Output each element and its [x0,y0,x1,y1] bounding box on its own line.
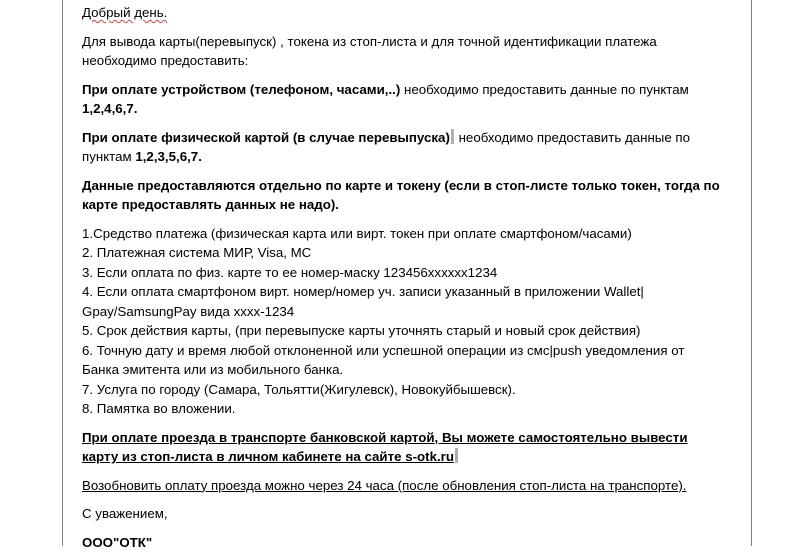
text-cursor-marker [455,448,458,463]
regards-line: С уважением, [82,504,762,524]
list-item: 6. Точную дату и время любой отклоненной или успешной операции из смс|push уведомления от [82,341,762,361]
list-item: 8. Памятка во вложении. [82,399,762,419]
list-item: 7. Услуга по городу (Самара, Тольятти(Жигулевск), Новокуйбышевск). [82,380,762,400]
list-item: Банка эмитента или из мобильного банка. [82,360,762,380]
intro-line-2: необходимо предоставить: [82,51,762,71]
resume-line: Возобновить оплату проезда можно через 24 часа (после обновления стоп-листа на транспорте). [82,476,762,496]
letter-body[interactable] [82,3,762,552]
intro-line-1: Для вывода карты(перевыпуск) , токена из стоп-листа и для точной идентификации платежа [82,32,762,52]
signature: ООО"ОТК" [82,533,762,552]
separate-line-2: карте предоставлять данных не надо). [82,195,762,215]
list-item: 3. Если оплата по физ. карте то ее номер-маску 123456xxxxxx1234 [82,263,762,283]
list-item: 1.Средство платежа (физическая карта или вирт. токен при оплате смартфоном/часами) [82,224,762,244]
device-items-line: 1,2,4,6,7. [82,99,762,119]
separate-line-1: Данные предоставляются отдельно по карте и токену (если в стоп-листе только токен, тогда по [82,176,762,196]
document-page[interactable] [62,0,752,546]
list-item: 4. Если оплата смартфоном вирт. номер/номер уч. записи указанный в приложении Wallet| [82,282,762,302]
text-cursor-marker [451,129,454,144]
list-item: 2. Платежная система МИР, Visa, МС [82,243,762,263]
card-paragraph: При оплате физической картой (в случае перевыпуска) необходимо предоставить данные по [82,128,762,148]
list-item: 5. Срок действия карты, (при перевыпуске карты уточнять старый и новый срок действия) [82,321,762,341]
transport-line-2: карту из стоп-листа в личном кабинете на сайте s-otk.ru [82,447,762,467]
greeting: Добрый день. [82,3,762,23]
list-item: Gpay/SamsungPay вида xxxx-1234 [82,302,762,322]
card-items-line: пунктам 1,2,3,5,6,7. [82,147,762,167]
transport-line-1: При оплате проезда в транспорте банковской картой, Вы можете самостоятельно вывести [82,428,762,448]
device-paragraph: При оплате устройством (телефоном, часами,..) необходимо предоставить данные по пунктам [82,80,762,100]
